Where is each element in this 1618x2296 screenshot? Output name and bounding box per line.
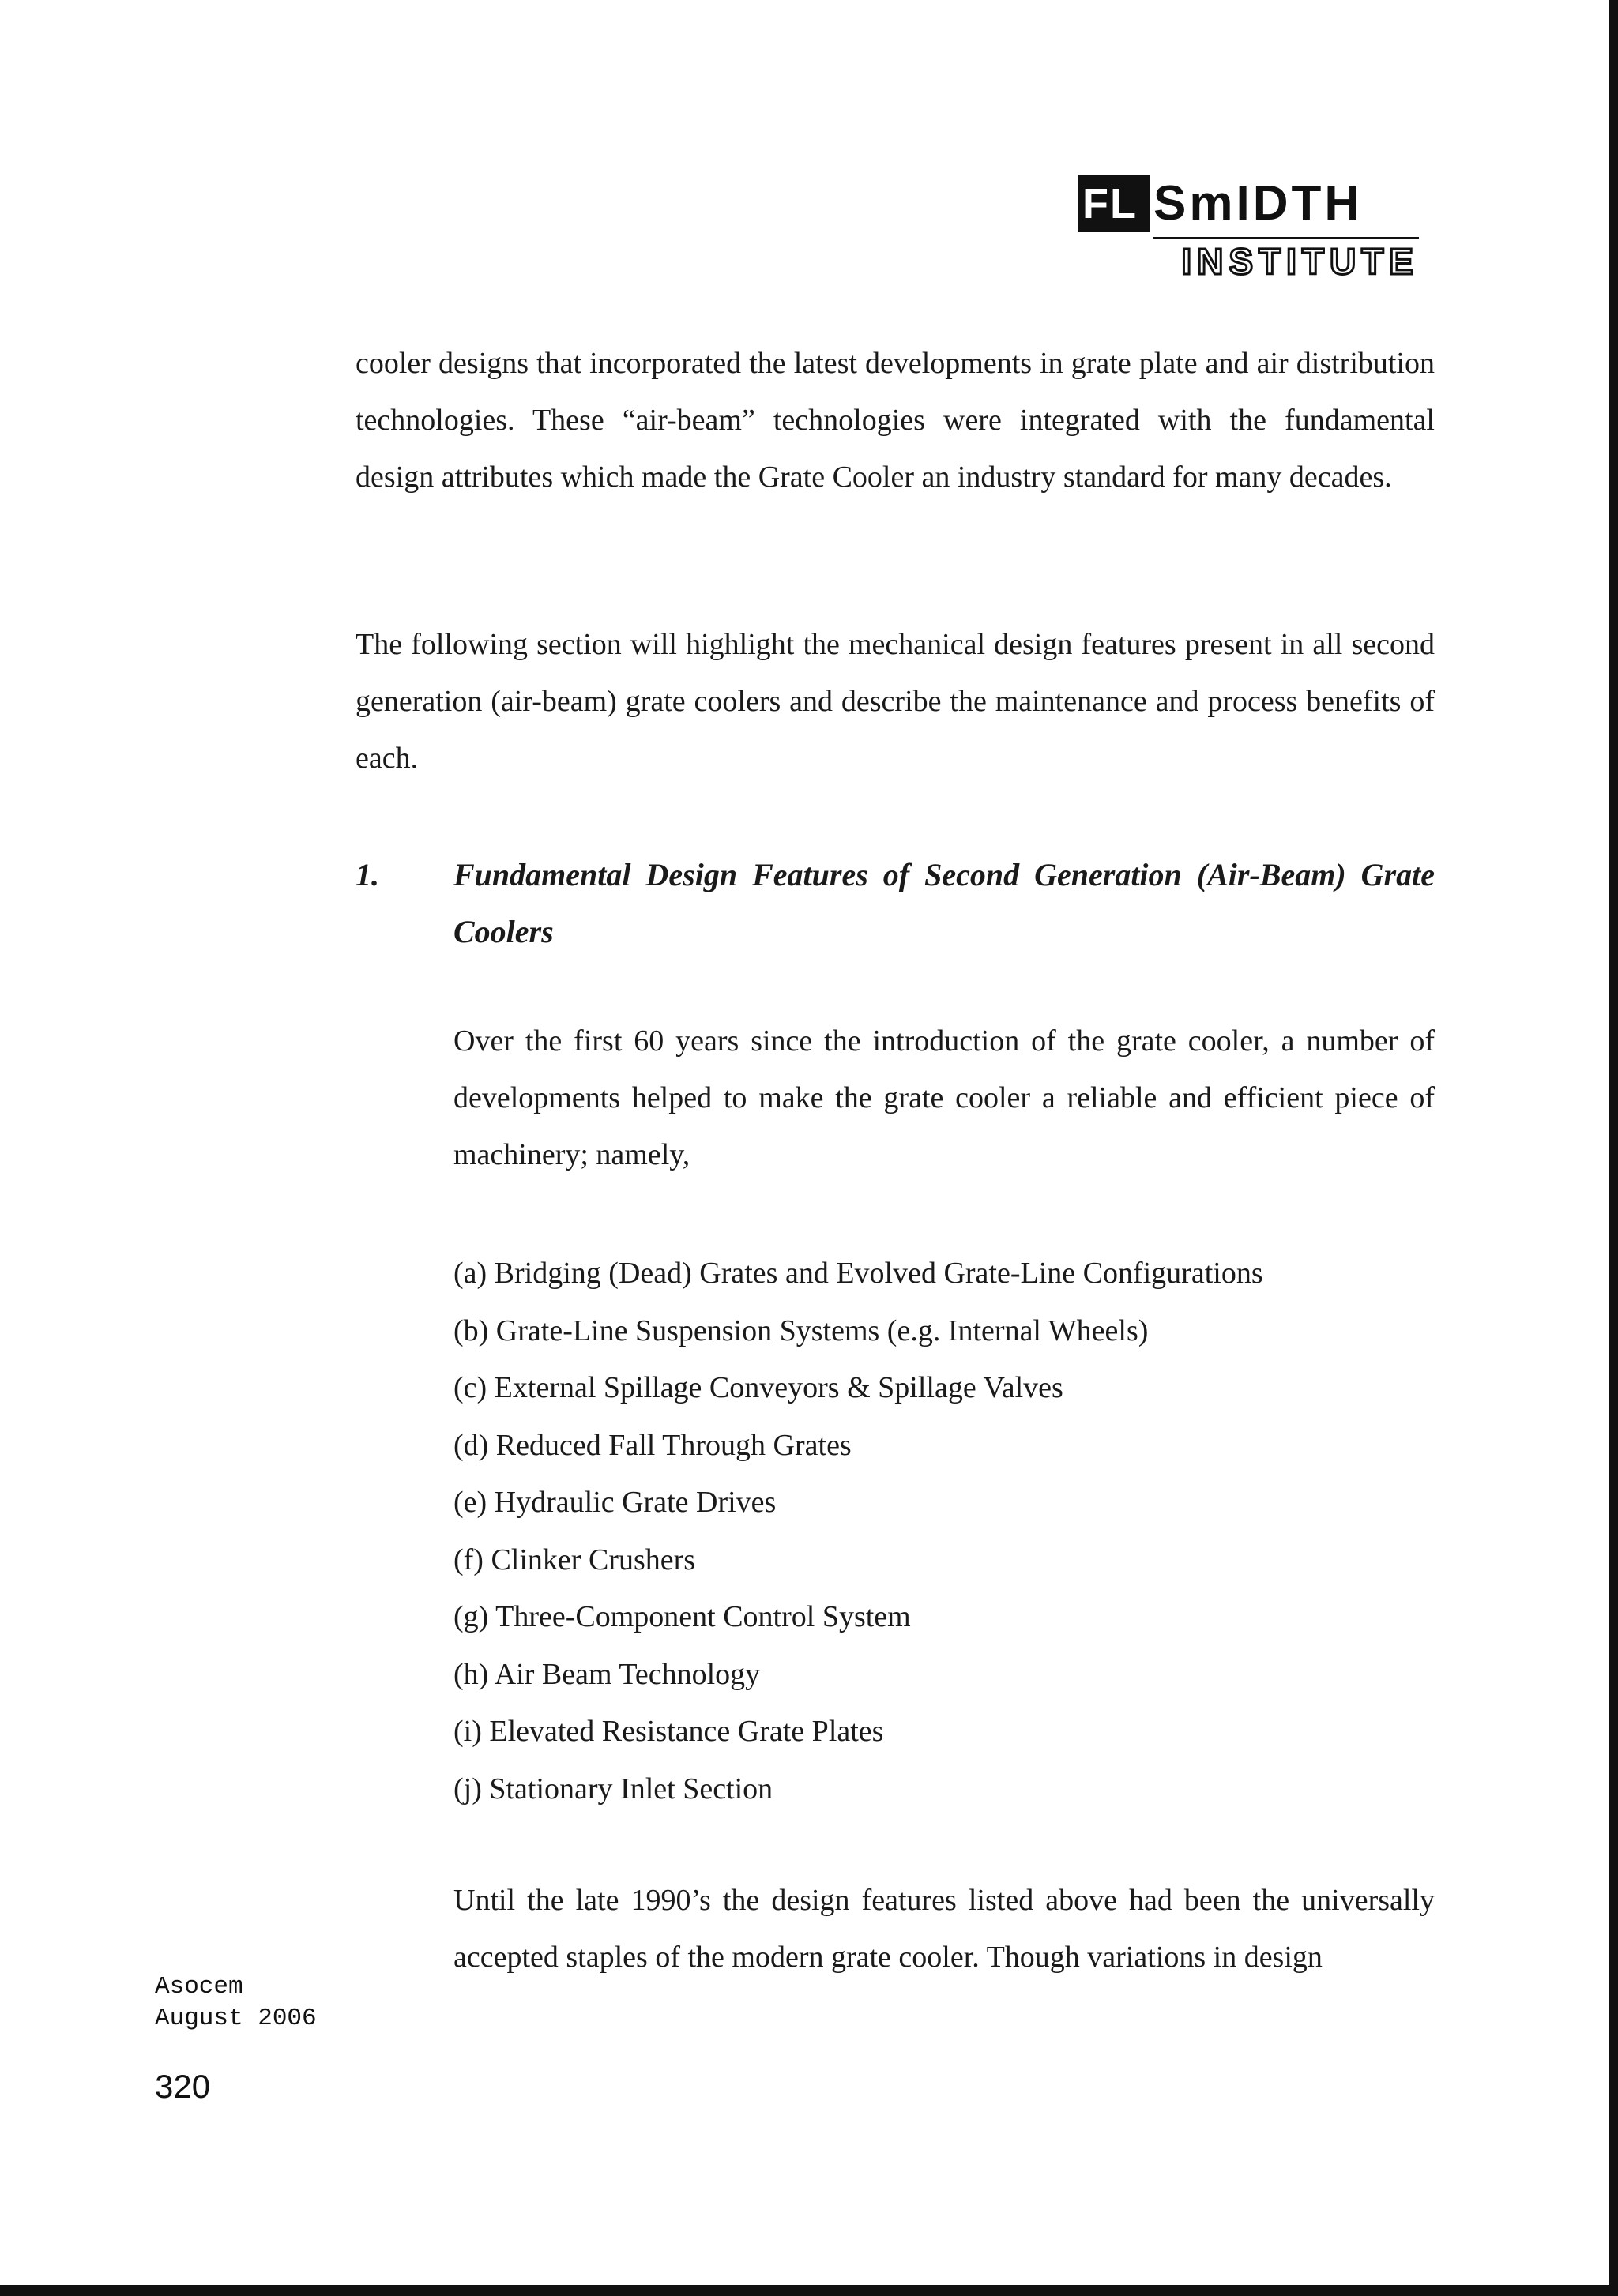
scan-bottom-border bbox=[0, 2285, 1618, 2296]
list-item: (f) Clinker Crushers bbox=[453, 1543, 696, 1576]
paragraph-cooler-designs: cooler designs that incorporated the latest developments in grate plate and air distribution technologies. These “air-beam” technologies were integrated with the fundamental design attributes which made the Grate Cooler an industry standard for many decades. bbox=[356, 347, 1435, 494]
list-item: (j) Stationary Inlet Section bbox=[453, 1772, 773, 1806]
logo-institute: INSTITUTE bbox=[1181, 241, 1419, 282]
paragraph-late-1990s: Until the late 1990’s the design features listed above had been the universally accepted staples of the modern grate cooler. Though variations in design bbox=[453, 1884, 1435, 1974]
list-item: (i) Elevated Resistance Grate Plates bbox=[453, 1715, 884, 1748]
page-number: 320 bbox=[155, 2068, 211, 2105]
list-item: (a) Bridging (Dead) Grates and Evolved Grate-Line Configurations bbox=[453, 1257, 1263, 1290]
footer-organization bbox=[155, 1971, 317, 2035]
design-features-list bbox=[453, 1245, 1435, 1817]
footer-date: August 2006 bbox=[155, 2005, 317, 2032]
list-item: (d) Reduced Fall Through Grates bbox=[453, 1428, 852, 1462]
section-number: 1. bbox=[356, 857, 379, 892]
list-item: (g) Three-Component Control System bbox=[453, 1600, 911, 1633]
logo-rule bbox=[1153, 237, 1419, 239]
flsmidth-institute-logo bbox=[1078, 172, 1419, 283]
list-item: (c) External Spillage Conveyors & Spillage Valves bbox=[453, 1371, 1063, 1404]
list-item: (b) Grate-Line Suspension Systems (e.g. Internal Wheels) bbox=[453, 1313, 1149, 1347]
list-item: (e) Hydraulic Grate Drives bbox=[453, 1486, 777, 1519]
scan-right-border bbox=[1609, 0, 1618, 2296]
paragraph-first-60-years: Over the first 60 years since the introduction of the grate cooler, a number of developments helped to make the grate cooler a reliable and efficient piece of machinery; namely, bbox=[453, 1024, 1435, 1171]
logo-badge: FL bbox=[1078, 175, 1150, 232]
logo-wordmark: SmIDTH bbox=[1153, 176, 1364, 231]
list-item: (h) Air Beam Technology bbox=[453, 1657, 761, 1691]
paragraph-following-section: The following section will highlight the mechanical design features present in all second generation (air-beam) grate coolers and describe the maintenance and process benefits of each. bbox=[356, 628, 1435, 775]
section-heading: Fundamental Design Features of Second Generation (Air-Beam) Grate Coolers bbox=[453, 857, 1435, 949]
footer-org-name: Asocem bbox=[155, 1973, 243, 2001]
